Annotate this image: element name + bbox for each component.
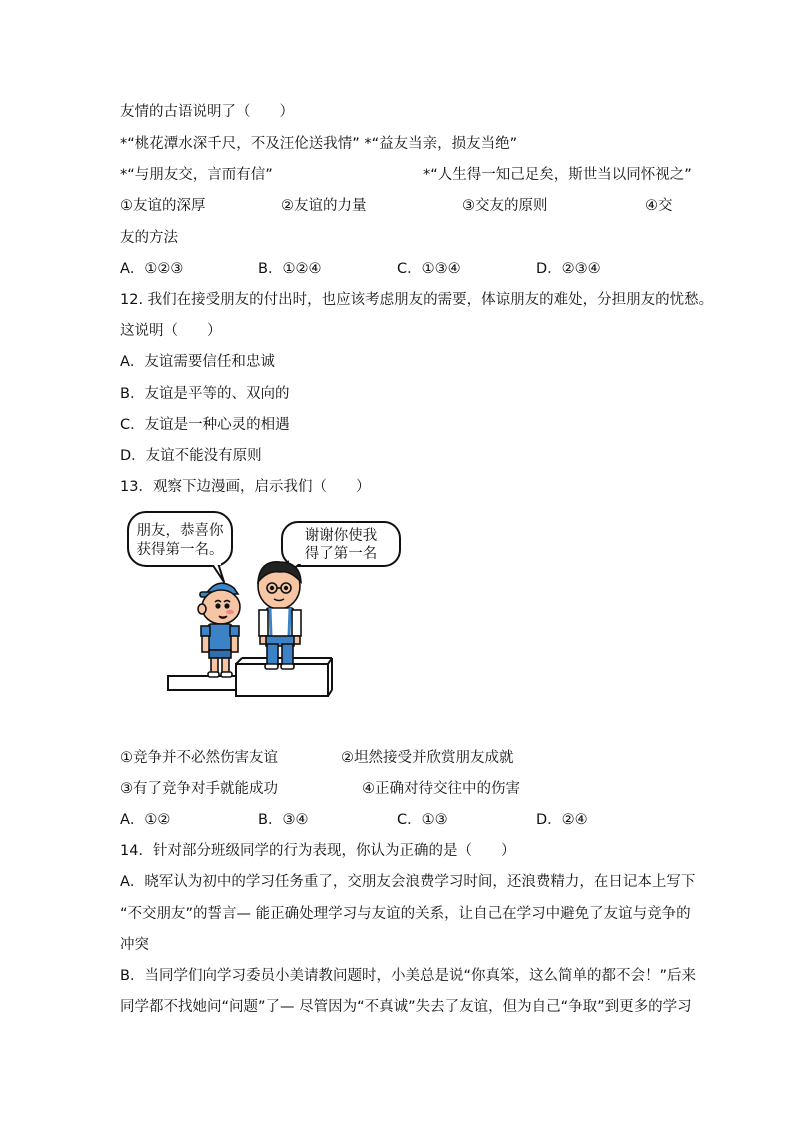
q12-stem: 12. 我们在接受朋友的付出时，也应该考虑朋友的需要，体谅朋友的难处，分担朋友的忧愁。 bbox=[120, 292, 714, 308]
q11-quote-line-2b: *“人生得一知己足矣，斯世当以同怀视之” bbox=[423, 167, 692, 183]
right-bubble-line-2: 得了第一名 bbox=[304, 546, 378, 562]
q12-stem-cont: 这说明（ ） bbox=[120, 323, 222, 339]
q13-item-2: ②坦然接受并欣赏朋友成就 bbox=[341, 750, 514, 766]
q11-choice-d: D．②③④ bbox=[536, 261, 601, 277]
q14-a-line-1: A．晓军认为初中的学习任务重了，交朋友会浪费学习时间，还浪费精力，在日记本上写下 bbox=[120, 874, 696, 890]
q12-choice-a: A．友谊需要信任和忠诚 bbox=[120, 354, 275, 370]
q11-choice-b: B．①②④ bbox=[258, 261, 322, 277]
q14-a-line-3: 冲突 bbox=[120, 937, 149, 953]
left-speech-bubble bbox=[128, 512, 232, 582]
q11-quote-line-2a: *“与朋友交，言而有信” bbox=[120, 167, 273, 183]
q14-stem: 14．针对部分班级同学的行为表现，你认为正确的是（ ） bbox=[120, 843, 516, 859]
q12-choice-c: C．友谊是一种心灵的相遇 bbox=[120, 417, 290, 433]
q13-item-3: ③有了竞争对手就能成功 bbox=[120, 781, 278, 797]
q12-choice-d: D．友谊不能没有原则 bbox=[120, 448, 262, 464]
q11-choice-a: A．①②③ bbox=[120, 261, 184, 277]
comic-illustration bbox=[120, 508, 420, 713]
right-bubble-line-1: 谢谢你使我 bbox=[304, 528, 378, 544]
q11-item-3: ③交友的原则 bbox=[462, 198, 548, 214]
boy-with-cap-figure bbox=[198, 583, 240, 677]
q11-quote-line-1: *“桃花潭水深千尺，不及汪伦送我情” *“益友当亲，损友当绝” bbox=[120, 136, 518, 152]
q12-choice-b: B．友谊是平等的、双向的 bbox=[120, 386, 290, 402]
q14-b-line-2: 同学都不找她问“问题”了— 尽管因为“不真诚”失去了友谊，但为自己“争取”到更多的学习 bbox=[120, 999, 692, 1015]
q13-item-4: ④正确对待交往中的伤害 bbox=[362, 781, 520, 797]
q11-item-4-cont: 友的方法 bbox=[120, 230, 178, 246]
q11-choice-c: C．①③④ bbox=[397, 261, 461, 277]
q13-item-1: ①竞争并不必然伤害友谊 bbox=[120, 750, 278, 766]
q11-item-1: ①友谊的深厚 bbox=[120, 198, 206, 214]
q13-choice-d: D．②④ bbox=[536, 812, 588, 828]
left-bubble-line-1: 朋友，恭喜你 bbox=[136, 523, 224, 539]
q13-choice-a: A．①② bbox=[120, 812, 171, 828]
podium bbox=[168, 658, 332, 696]
q11-item-2: ②友谊的力量 bbox=[281, 198, 367, 214]
left-bubble-line-2: 获得第一名。 bbox=[136, 542, 224, 558]
q11-item-4: ④交 bbox=[645, 198, 673, 214]
boy-with-glasses-figure bbox=[258, 562, 301, 669]
q13-choice-b: B．③④ bbox=[258, 812, 309, 828]
q14-a-line-2: “不交朋友”的誓言— 能正确处理学习与友谊的关系，让自己在学习中避免了友谊与竞争的 bbox=[120, 906, 691, 922]
q11-stem: 友情的古语说明了（ ） bbox=[120, 104, 294, 120]
q13-stem: 13．观察下边漫画，启示我们（ ） bbox=[120, 479, 371, 495]
q13-choice-c: C．①③ bbox=[397, 812, 448, 828]
q14-b-line-1: B．当同学们向学习委员小美请教问题时，小美总是说“你真笨，这么简单的都不会！”后来 bbox=[120, 968, 696, 984]
